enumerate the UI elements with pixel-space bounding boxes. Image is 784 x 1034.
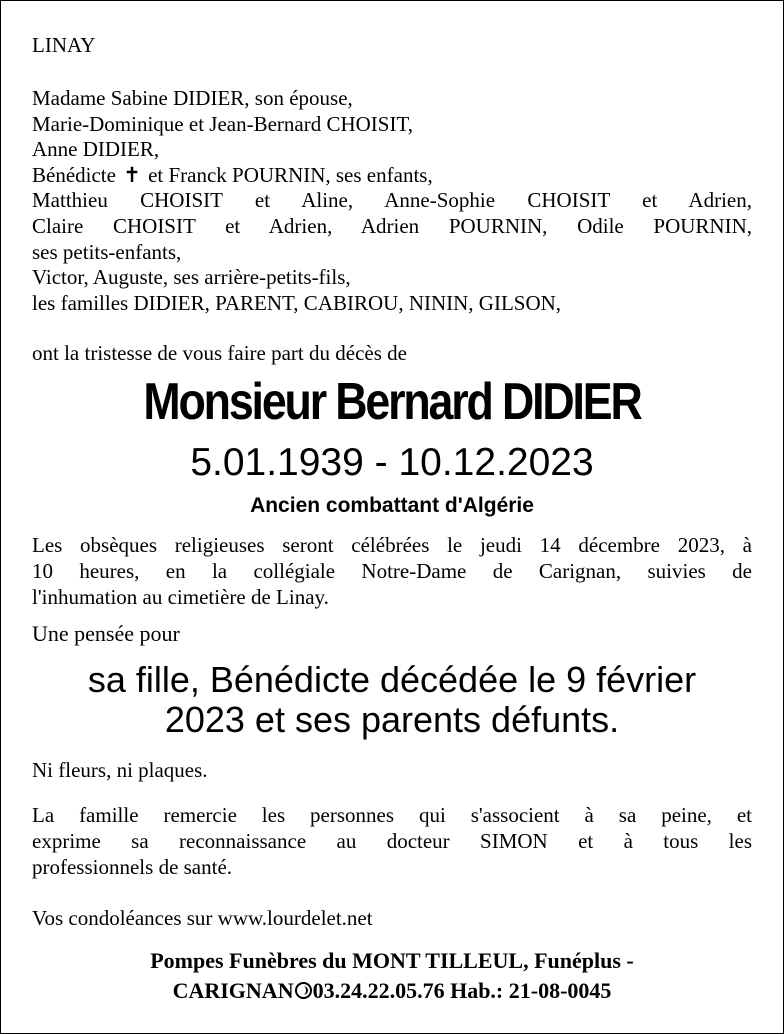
funeral-home-footer — [0, 946, 784, 1006]
life-dates: 5.01.1939 - 10.12.2023 — [190, 441, 594, 484]
thanks-line: professionnels de santé. — [32, 855, 233, 879]
deceased-name: Monsieur Bernard DIDIER — [143, 373, 641, 431]
town-name: LINAY — [32, 33, 96, 57]
family-line: ses petits-enfants, — [32, 239, 182, 264]
funeral-home-city: CARIGNAN — [172, 978, 294, 1003]
thanks-line: exprime sa reconnaissance au docteur SIMON et à tous les — [32, 829, 752, 853]
family-line-with-cross — [32, 163, 752, 189]
family-line: Marie-Dominique et Jean-Bernard CHOISIT, — [32, 111, 413, 136]
deceased-role: Ancien combattant d'Algérie — [250, 494, 534, 517]
announcement-intro: ont la tristesse de vous faire part du décès de — [32, 341, 407, 366]
phone-icon — [295, 982, 312, 999]
thanks-message — [32, 802, 752, 880]
thought-line: sa fille, Bénédicte décédée le 9 février — [87, 659, 697, 700]
family-line: Madame Sabine DIDIER, son épouse, — [32, 86, 353, 110]
family-line: Claire CHOISIT et Adrien, Adrien POURNIN, Odile POURNIN, — [32, 213, 752, 238]
funeral-home-license: Hab.: 21-08-0045 — [450, 978, 612, 1003]
family-line-part: Bénédicte — [32, 162, 116, 187]
funeral-line: 10 heures, en la collégiale Notre-Dame de Carignan, suivies de — [32, 559, 752, 583]
family-line: Victor, Auguste, ses arrière-petits-fils, — [32, 265, 351, 290]
family-list — [32, 86, 752, 316]
thought-line: 2023 et ses parents défunts. — [164, 699, 620, 740]
family-line: Anne DIDIER, — [32, 137, 160, 162]
no-flowers-note: Ni fleurs, ni plaques. — [32, 758, 208, 782]
funeral-home-phone: 03.24.22.05.76 — [312, 978, 445, 1003]
thought-message — [0, 660, 784, 740]
funeral-line: Les obsèques religieuses seront célébrées le jeudi 14 décembre 2023, à — [32, 533, 752, 557]
thanks-line: La famille remercie les personnes qui s'associent à sa peine, et — [32, 803, 752, 827]
thought-intro: Une pensée pour — [32, 621, 180, 646]
funeral-line: l'inhumation au cimetière de Linay. — [32, 585, 329, 609]
family-line: Matthieu CHOISIT et Aline, Anne-Sophie CHOISIT et Adrien, — [32, 188, 752, 213]
funeral-home-contact — [0, 976, 784, 1006]
funeral-home-name: Pompes Funèbres du MONT TILLEUL, Funéplus - — [150, 948, 634, 973]
family-line: les familles DIDIER, PARENT, CABIROU, NININ, GILSON, — [32, 290, 562, 315]
condolences-link-text: Vos condoléances sur www.lourdelet.net — [32, 906, 373, 930]
funeral-details — [32, 532, 752, 610]
family-line-part: et Franck POURNIN, ses enfants, — [148, 162, 433, 187]
notice-header — [32, 32, 752, 366]
cross-icon: ✝ — [123, 162, 141, 187]
